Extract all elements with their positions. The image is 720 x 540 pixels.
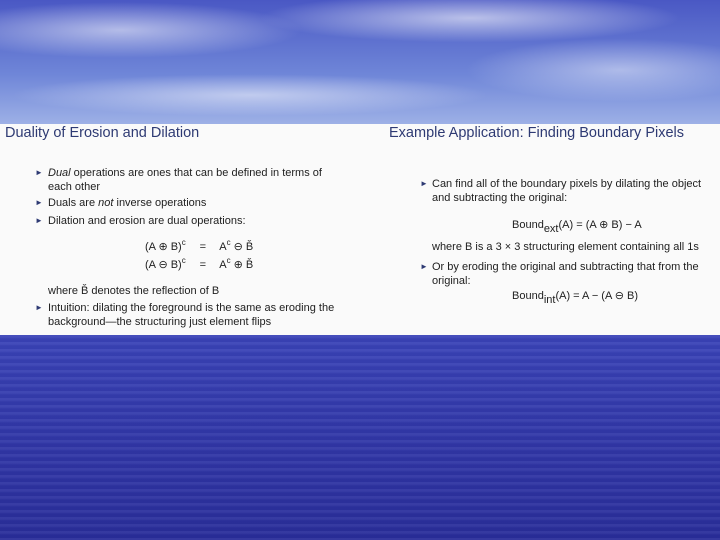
bullet-arrow-icon: ► (420, 262, 428, 271)
bullet-arrow-icon: ► (35, 198, 43, 207)
bullet-intuition: Intuition: dilating the foreground is the same as eroding the background—the structuring just element flips (48, 302, 335, 328)
boundary-ext-equation: Boundext(A) = (A ⊕ B) − A (512, 219, 642, 235)
bullet-arrow-icon: ► (35, 216, 43, 225)
slide-panel-duality (0, 124, 362, 335)
duality-equation-2: (A ⊖ $B)^c = A^c$ ⊕ B̌ (145, 256, 254, 271)
slide-panel-boundary (362, 124, 720, 335)
reflection-note: where B̌ denotes the reflection of B (48, 285, 220, 297)
bullet-dual-operations: Dilation and erosion are dual operations: (48, 215, 246, 227)
bullet-erode-subtract: Or by eroding the original and subtracting that from the original: (432, 261, 699, 287)
bullet-not-inverse: Duals are not inverse operations (48, 197, 207, 209)
bullet-arrow-icon: ► (420, 179, 428, 188)
duality-equation-1: (A ⊕ $B)^c = A^c$ ⊖ B̌ (145, 238, 254, 253)
structuring-element-note: where B is a 3 × 3 structuring element containing all 1s (432, 241, 699, 253)
bullet-dilate-subtract: Can find all of the boundary pixels by dilating the object and subtracting the original: (432, 178, 702, 204)
bullet-arrow-icon: ► (35, 303, 43, 312)
boundary-int-equation: Boundint(A) = A − (A ⊖ B) (512, 290, 639, 306)
bullet-arrow-icon: ► (35, 168, 43, 177)
slide-title: Example Application: Finding Boundary Pixels (389, 125, 684, 141)
sky-background (0, 0, 720, 124)
bullet-dual-definition: Dual operations are ones that can be defined in terms of each other (48, 167, 322, 193)
slide-title: Duality of Erosion and Dilation (5, 125, 200, 141)
sea-background (0, 335, 720, 540)
